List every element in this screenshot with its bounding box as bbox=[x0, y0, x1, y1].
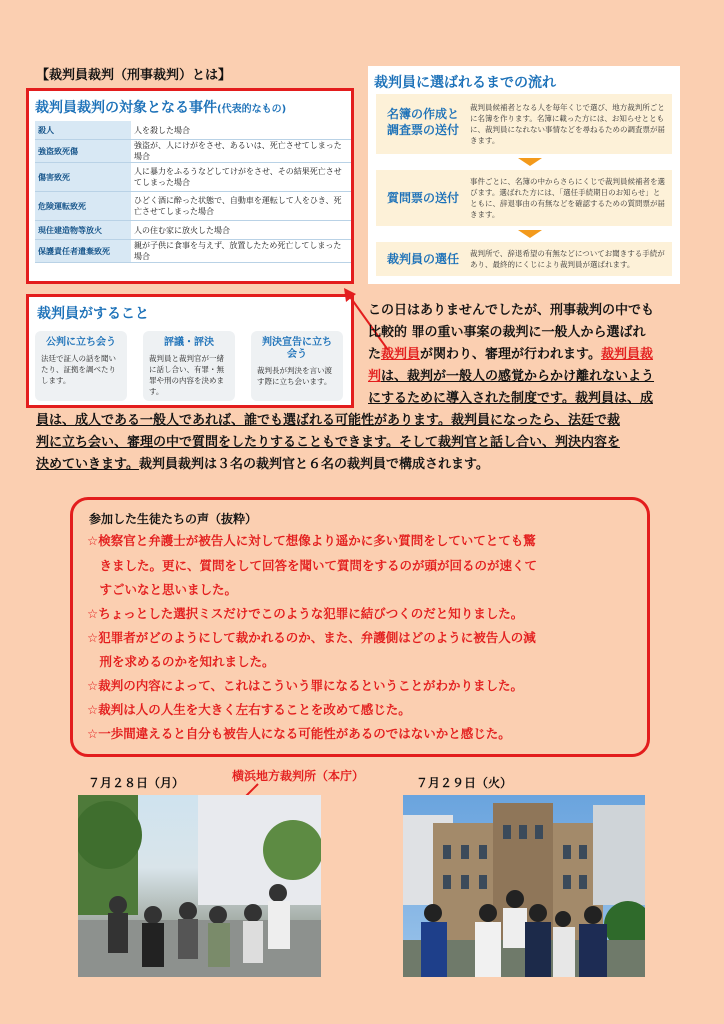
text: が関わり、審理が行われます。 bbox=[420, 347, 601, 362]
body-line bbox=[36, 454, 698, 476]
case-desc: 人を殺した場合 bbox=[131, 121, 351, 140]
voice-item: 刑を求めるのかを知れました。 bbox=[87, 654, 275, 669]
duty-card bbox=[251, 331, 343, 401]
photo-group-day1 bbox=[78, 795, 321, 977]
cases-subtitle: (代表的なもの) bbox=[217, 104, 287, 115]
case-desc: 人の住む家に放火した場合 bbox=[131, 221, 351, 240]
target-cases-box bbox=[26, 88, 354, 284]
text: 裁判員裁判は３名の裁判官と６名の裁判員で構成されます。 bbox=[138, 457, 489, 472]
duty-card-head: 公判に立ち会う bbox=[46, 337, 116, 348]
body-line: 員は、成人である一般人であれば、誰でも選ばれる可能性があります。裁判員になったら、法廷で裁 bbox=[36, 413, 620, 428]
case-name: 強盗致死傷 bbox=[35, 140, 131, 163]
flow-step bbox=[376, 94, 672, 154]
voice-item: ☆ちょっとした選択ミスだけでこのような犯罪に結びつくのだと知りました。 bbox=[87, 606, 524, 621]
voice-item: ☆裁判の内容によって、これはこういう罪になるということがわかりました。 bbox=[87, 678, 523, 693]
duty-card-text: 裁判長が判決を言い渡す際に立ち会います。 bbox=[257, 366, 332, 386]
flow-step-label: 裁判員の選任 bbox=[386, 252, 459, 266]
voice-item: ☆一歩間違えると自分も被告人になる可能性があるのではないかと感じた。 bbox=[87, 726, 511, 741]
voice-item: きました。更に、質問をして回答を聞いて質問をするのが頭が回るのが速くて bbox=[87, 558, 538, 573]
case-desc: ひどく酒に酔った状態で、自動車を運転して人をひき、死亡させてしまった場合 bbox=[131, 192, 351, 221]
juror-duties-box bbox=[26, 294, 354, 408]
case-name: 保護責任者遺棄致死 bbox=[35, 240, 131, 263]
body-line: 比較的 罪の重い事案の裁判に一般人から選ばれ bbox=[368, 325, 646, 340]
voice-item: ☆犯罪者がどのようにして裁かれるのか、また、弁護側はどのように被告人の減 bbox=[87, 630, 536, 645]
table-row bbox=[35, 240, 351, 263]
table-row bbox=[35, 140, 351, 163]
case-name: 傷害致死 bbox=[35, 163, 131, 192]
body-line bbox=[368, 366, 698, 388]
voice-item: ☆検察官と弁護士が被告人に対して想像より遥かに多い質問をしていてとても驚 bbox=[87, 533, 536, 548]
duty-card-text: 裁判員と裁判官が一緒に話し合い、有罪・無罪や刑の内容を決めます。 bbox=[149, 354, 224, 396]
photo-location-caption: 横浜地方裁判所（本庁） bbox=[232, 769, 365, 783]
case-name: 危険運転致死 bbox=[35, 192, 131, 221]
duties-title: 裁判員がすること bbox=[37, 306, 149, 322]
duty-card bbox=[143, 331, 235, 401]
flow-step bbox=[376, 170, 672, 226]
keyword-saibanin-saiban: 裁判員裁 bbox=[601, 347, 654, 362]
photo-day2-illustration bbox=[403, 795, 645, 977]
case-desc: 強盗が、人にけがをさせ、あるいは、死亡させてしまった場合 bbox=[131, 140, 351, 163]
cases-table bbox=[35, 121, 351, 263]
voice-item: すごいなと思いました。 bbox=[87, 582, 238, 597]
student-voices-box bbox=[70, 497, 650, 757]
case-name: 現住建造物等放火 bbox=[35, 221, 131, 240]
text: にするために導入された制度です。裁判員は、成 bbox=[368, 391, 653, 406]
duty-card bbox=[35, 331, 127, 401]
text: た bbox=[368, 347, 382, 362]
keyword-tail: 判 bbox=[368, 369, 382, 384]
duty-card-head: 評議・評決 bbox=[164, 337, 214, 348]
flow-step-desc: 裁判員候補者となる人を毎年くじで選び、地方裁判所ごとに名簿を作ります。名簿に載った方には、お知らせとともに、裁判員になれない事情などを尋ねるための調査票が届きます。 bbox=[470, 103, 665, 145]
flow-step-desc: 事件ごとに、名簿の中からさらにくじで裁判員候補者を選びます。選ばれた方には、「選任手続期日のお知らせ」とともに、辞退事由の有無などを確認するための質問票が届きます。 bbox=[470, 177, 665, 219]
flow-step-label: 名簿の作成と調査票の送付 bbox=[386, 107, 459, 137]
body-line bbox=[368, 388, 698, 410]
flow-arrow-down bbox=[518, 158, 542, 166]
case-name: 殺人 bbox=[35, 121, 131, 140]
voices-title: 参加した生徒たちの声（抜粋） bbox=[89, 512, 258, 526]
body-paragraph-full bbox=[36, 410, 698, 476]
photo-date-1: ７月２８日（月） bbox=[88, 776, 185, 790]
table-row bbox=[35, 163, 351, 192]
photo-date-2: ７月２９日（火） bbox=[416, 776, 513, 790]
table-row bbox=[35, 121, 351, 140]
photo-group-day2 bbox=[403, 795, 645, 977]
body-paragraph-right bbox=[368, 300, 698, 410]
table-row bbox=[35, 192, 351, 221]
keyword-saibanin: 裁判員 bbox=[381, 347, 421, 362]
voice-item: ☆裁判は人の人生を大きく左右することを改めて感じた。 bbox=[87, 702, 411, 717]
duty-card-text: 法廷で証人の話を聞いたり、証拠を調べたりします。 bbox=[41, 354, 116, 385]
flow-step-desc: 裁判所で、辞退希望の有無などについてお聞きする手続があり、最終的にくじにより裁判員が選ばれます。 bbox=[470, 249, 665, 269]
case-desc: 人に暴力をふるうなどしてけがをさせ、その結果死亡させてしまった場合 bbox=[131, 163, 351, 192]
page-heading: 【裁判員裁判（刑事裁判）とは】 bbox=[36, 68, 232, 83]
text: は、裁判が一般人の感覚からかけ離れないよう bbox=[381, 369, 655, 384]
flow-step-label: 質問票の送付 bbox=[386, 191, 459, 205]
flow-step bbox=[376, 242, 672, 276]
body-line bbox=[368, 344, 698, 366]
table-row bbox=[35, 221, 351, 240]
flow-arrow-down bbox=[518, 230, 542, 238]
body-line: この日はありませんでしたが、刑事裁判の中でも bbox=[368, 303, 655, 318]
selection-flow-panel bbox=[368, 66, 680, 284]
photo-day1-illustration bbox=[78, 795, 321, 977]
body-line: 判に立ち会い、審理の中で質問をしたりすることもできます。そして裁判官と話し合い、判決内容を bbox=[36, 435, 620, 450]
case-desc: 親が子供に食事を与えず、放置したため死亡してしまった場合 bbox=[131, 240, 351, 263]
text: 決めていきます。 bbox=[36, 457, 139, 472]
flow-title: 裁判員に選ばれるまでの流れ bbox=[374, 75, 556, 91]
cases-title bbox=[35, 97, 345, 117]
cases-title-text: 裁判員裁判の対象となる事件 bbox=[35, 100, 217, 116]
duty-card-head: 判決宣告に立ち会う bbox=[262, 337, 332, 360]
